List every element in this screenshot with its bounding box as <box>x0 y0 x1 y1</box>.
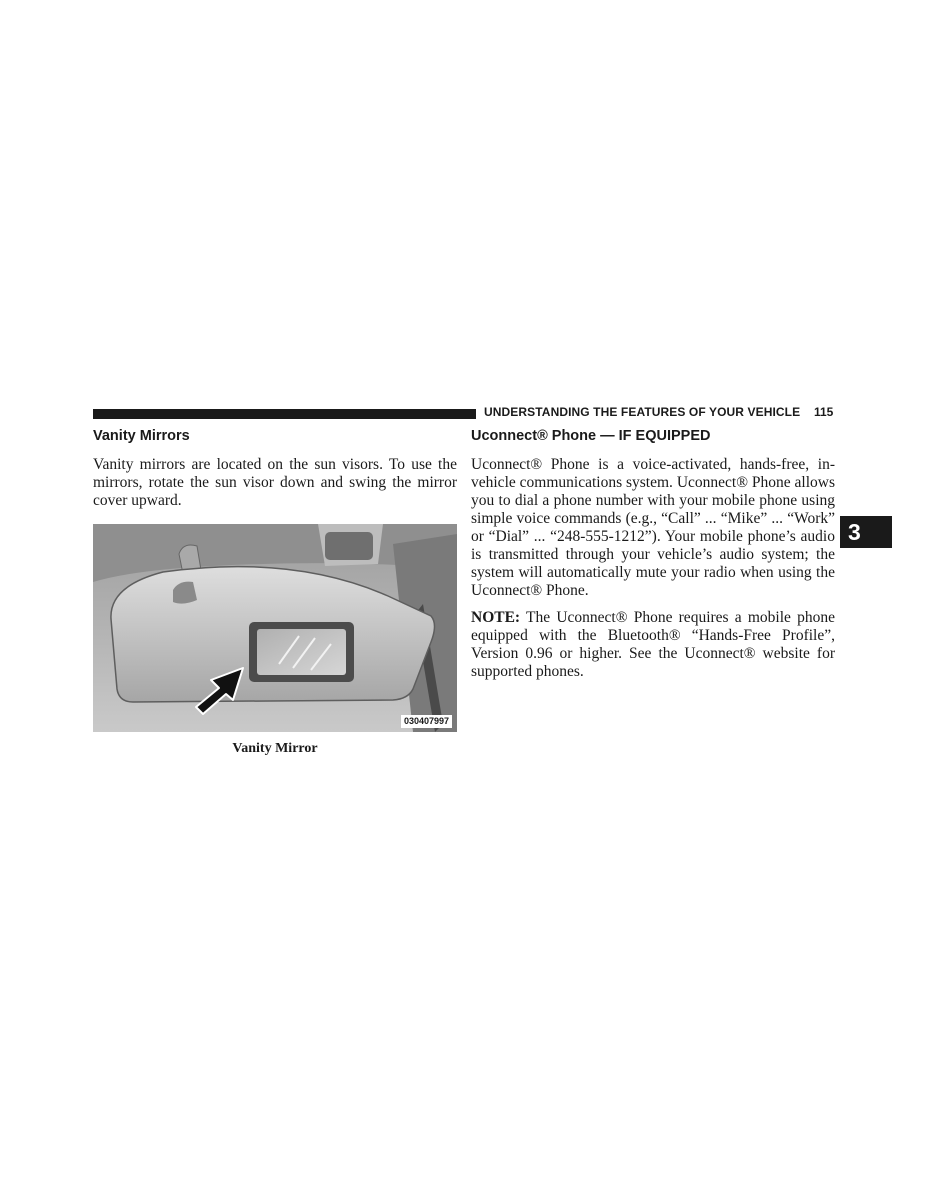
running-header: UNDERSTANDING THE FEATURES OF YOUR VEHICLE <box>484 405 801 419</box>
header-rule <box>93 409 476 419</box>
vanity-mirrors-paragraph: Vanity mirrors are located on the sun visors. To use the mirrors, rotate the sun visor down and swing the mirror cover upward. <box>93 456 457 509</box>
left-column <box>93 426 457 757</box>
note-label: NOTE: <box>471 609 521 626</box>
vanity-mirror-figure <box>93 524 457 732</box>
uconnect-phone-heading: Uconnect® Phone — IF EQUIPPED <box>471 428 711 444</box>
note-paragraph <box>471 609 835 681</box>
page-number: 115 <box>814 405 834 419</box>
chapter-tab: 3 <box>840 516 892 548</box>
figure-caption: Vanity Mirror <box>232 741 318 756</box>
note-text: The Uconnect® Phone requires a mobile phone equipped with the Bluetooth® “Hands-Free Profile”, Version 0.96 or higher. See the Uconnect® website for supported phones. <box>471 609 835 680</box>
vanity-mirrors-heading: Vanity Mirrors <box>93 428 190 444</box>
figure-id-label: 030407997 <box>401 715 452 728</box>
uconnect-phone-paragraph: Uconnect® Phone is a voice-activated, hands-free, in-vehicle communications system. Uconnect® Phone allows you to dial a phone number with your mobile phone using simple voice commands (e.g., “Call” ... “Mike” ... “Work” or “Dial” ... “248-555-1212”). Your mobile phone’s audio is transmitted through your vehicle’s audio system; the system will automatically mute your radio when using the Uconnect® Phone. <box>471 456 835 599</box>
right-column <box>471 426 835 681</box>
sun-visor-illustration <box>93 524 457 732</box>
